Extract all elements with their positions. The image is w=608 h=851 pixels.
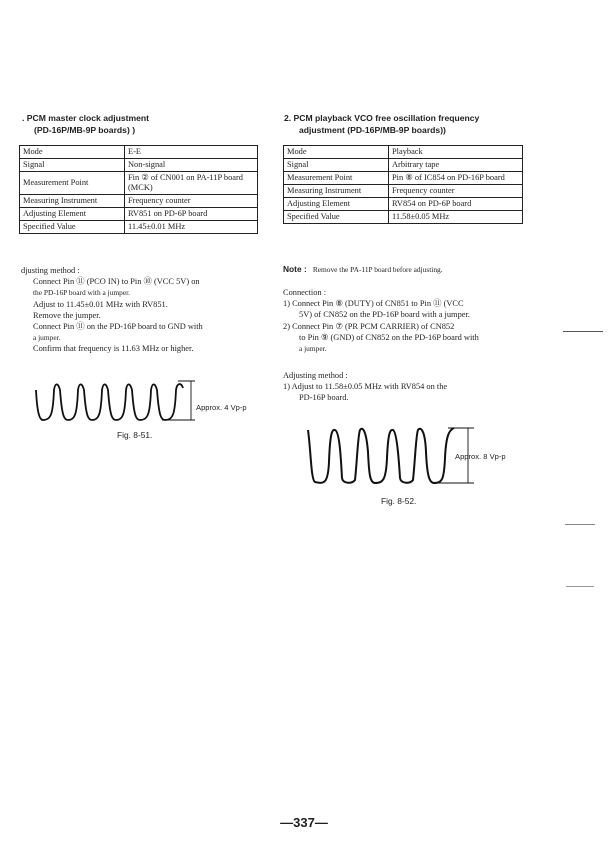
left-section-heading <box>22 112 149 136</box>
row-label: Mode <box>284 146 389 159</box>
connection-line: 5V) of CN852 on the PD-16P board with a jumper. <box>299 310 470 320</box>
row-label: Specified Value <box>20 221 125 234</box>
method-line: PD-16P board. <box>299 393 349 403</box>
left-method-steps <box>21 276 266 354</box>
waveform-trace <box>308 428 454 483</box>
left-heading-line2: (PD-16P/MB-9P boards) ) <box>34 125 136 135</box>
left-heading-line1: . PCM master clock adjustment <box>22 113 150 123</box>
right-method-block <box>283 370 545 404</box>
method-line: Adjust to 11.45±0.01 MHz with RV851. <box>33 299 168 309</box>
right-section-heading <box>284 112 479 136</box>
row-value: 11.58±0.05 MHz <box>389 211 523 224</box>
table-row <box>284 185 523 198</box>
row-value: E-E <box>125 146 258 159</box>
method-line: the PD-16P board with a jumper. <box>33 288 131 298</box>
row-value: Frequency counter <box>125 195 258 208</box>
left-method-block <box>21 265 266 355</box>
method-line: Connect Pin ⑪ on the PD-16P board to GND with <box>33 322 203 332</box>
page-number: —337— <box>280 815 328 830</box>
row-label: Measurement Point <box>284 172 389 185</box>
margin-mark <box>565 524 595 525</box>
method-line: Connect Pin ⑪ (PCO IN) to Pin ⑩ (VCC 5V) on <box>33 277 200 287</box>
connection-line: 2) Connect Pin ⑦ (PR PCM CARRIER) of CN852 <box>283 321 455 331</box>
right-note <box>283 264 543 275</box>
right-connection-block <box>283 287 545 354</box>
connection-line: a jumper. <box>299 344 327 354</box>
row-label: Signal <box>20 159 125 172</box>
left-method-title: djusting method : <box>21 266 80 275</box>
row-value: 11.45±0.01 MHz <box>125 221 258 234</box>
connection-line: to Pin ⑨ (GND) of CN852 on the PD-16P board with <box>299 332 479 342</box>
table-row <box>20 146 258 159</box>
row-value: Fin ② of CN001 on PA-11P board (MCK) <box>125 172 258 195</box>
row-label: Adjusting Element <box>20 208 125 221</box>
margin-mark <box>563 331 603 332</box>
row-label: Measuring Instrument <box>20 195 125 208</box>
table-row <box>284 198 523 211</box>
row-label: Measuring Instrument <box>284 185 389 198</box>
waveform-trace <box>36 384 183 420</box>
table-row <box>20 208 258 221</box>
table-row <box>20 172 258 195</box>
right-heading-line2: adjustment (PD-16P/MB-9P boards)) <box>299 125 446 135</box>
row-label: Measurement Point <box>20 172 125 195</box>
method-line: Remove the jumper. <box>33 310 101 320</box>
right-figure-caption: Fig. 8-52. <box>381 496 417 506</box>
row-value: Non-signal <box>125 159 258 172</box>
row-value: Playback <box>389 146 523 159</box>
row-label: Mode <box>20 146 125 159</box>
table-row <box>20 159 258 172</box>
right-spec-table <box>283 145 523 224</box>
right-wave-label: Approx. 8 Vp-p <box>455 452 506 461</box>
method-line: 1) Adjust to 11.58±0.05 MHz with RV854 on the <box>283 382 448 392</box>
right-heading-line1: 2. PCM playback VCO free oscillation frequency <box>284 113 480 123</box>
table-row <box>20 195 258 208</box>
connection-title: Connection : <box>283 288 327 297</box>
left-figure-caption: Fig. 8-51. <box>117 430 153 440</box>
row-label: Adjusting Element <box>284 198 389 211</box>
table-row <box>20 221 258 234</box>
left-wave-label: Approx. 4 Vp-p <box>196 403 247 412</box>
row-value: Frequency counter <box>389 185 523 198</box>
row-value: Arbitrary tape <box>389 159 523 172</box>
table-row <box>284 211 523 224</box>
row-value: RV851 on PD-6P board <box>125 208 258 221</box>
row-label: Specified Value <box>284 211 389 224</box>
right-method-title: Adjusting method : <box>283 371 348 380</box>
left-spec-table <box>19 145 258 234</box>
connection-line: 1) Connect Pin ⑧ (DUTY) of CN851 to Pin ⑪ (VCC <box>283 299 464 309</box>
row-label: Signal <box>284 159 389 172</box>
table-row <box>284 159 523 172</box>
note-label: Note : <box>283 264 307 274</box>
row-value: RV854 on PD-6P board <box>389 198 523 211</box>
method-line: a jumper. <box>33 333 61 343</box>
method-line: Confirm that frequency is 11.63 MHz or higher. <box>33 344 194 354</box>
row-value: Pin ⑧ of IC854 on PD-16P board <box>389 172 523 185</box>
margin-mark <box>566 586 594 587</box>
table-row <box>284 172 523 185</box>
note-text: Remove the PA-11P board before adjusting. <box>312 265 443 274</box>
table-row <box>284 146 523 159</box>
